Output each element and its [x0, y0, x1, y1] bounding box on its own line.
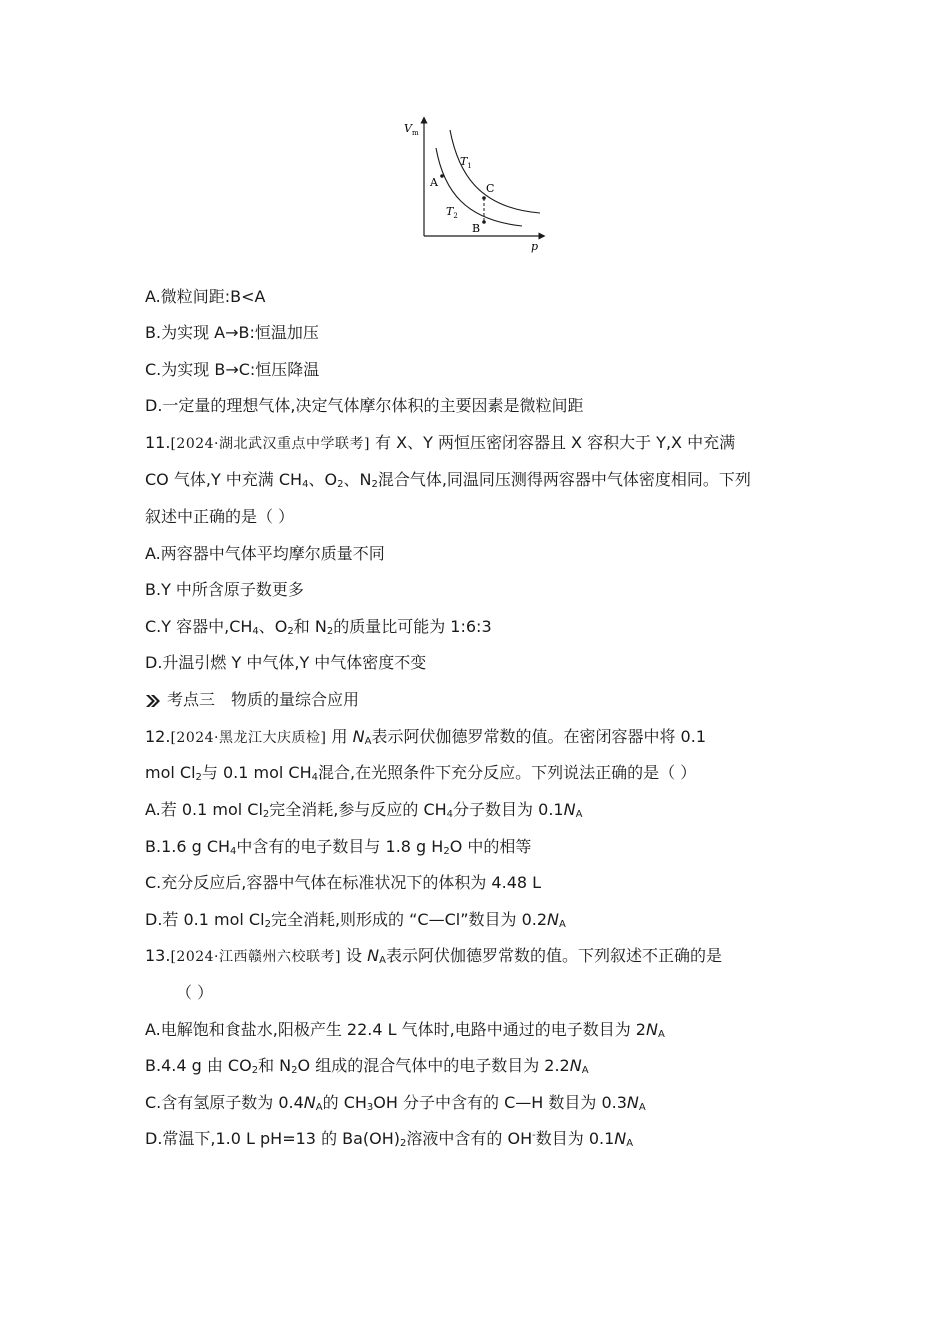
q10-option-c: C.为实现 B→C:恒压降温	[145, 360, 320, 379]
point-b-dot	[482, 220, 486, 224]
q11-stem-line2: CO 气体,Y 中充满 $CH_4$、$O_2$、$N_2$混合气体,同温同压测得两容器中气体密度相同。下列	[145, 470, 751, 490]
q11-option-c: C.Y 容器中$,CH_4$、$O_2$和 $N_2$的质量比可能为 1:6:3	[145, 617, 492, 637]
point-c-dot	[482, 196, 486, 200]
curve-t1-label: $T_1$	[460, 155, 472, 170]
curve-t2-label: $T_2$	[446, 205, 458, 220]
x-axis-label: p	[531, 240, 539, 253]
q13-stem-line2: （ ）	[176, 983, 214, 1002]
q13-option-c: C.含有氢原子数为 $0.4N_A$的 $CH_3OH$ 分子中含有的 C—H 数目为 $0.3N_A$	[145, 1093, 646, 1113]
q12-number: 12.	[145, 727, 171, 746]
q12-option-c: C.充分反应后,容器中气体在标准状况下的体积为 4.48 L	[145, 873, 542, 892]
q13-option-d: D.常温下,1.0 L pH=13 的 $Ba(OH)_2$溶液中含有的 OH-数目为 $0.1N_A$	[145, 1129, 634, 1149]
q13-option-b: B.4.4 g 由 $CO_2$和 $N_2O$ 组成的混合气体中的电子数目为 $2.2N_A$	[145, 1056, 589, 1076]
double-chevron-icon	[145, 694, 161, 708]
y-axis-label: $V_m$	[404, 122, 419, 137]
q10-option-a: A.微粒间距:B<A	[145, 287, 266, 306]
q11-stem-line1	[145, 432, 735, 455]
q13-source: [2024·江西赣州六校联考]	[170, 949, 341, 965]
q13-number: 13.	[145, 946, 171, 965]
section3-title: 考点三 物质的量综合应用	[167, 690, 360, 709]
point-b-label: B	[472, 222, 481, 235]
q13-option-a: A.电解饱和食盐水,阳极产生 22.4 L 气体时,电路中通过的电子数目为 $2N_A$	[145, 1020, 665, 1040]
q11-option-d: D.升温引燃 Y 中气体,Y 中气体密度不变	[145, 653, 427, 672]
q13-stem-line1: 13.[2024·江西赣州六校联考] 设 $N_A$表示阿伏伽德罗常数的值。下列叙述不正确的是	[145, 946, 722, 966]
q12-stem-line1: 12.[2024·黑龙江大庆质检] 用 $N_A$表示阿伏伽德罗常数的值。在密闭容器中将 0.1	[145, 727, 707, 747]
q12-option-d: D.若 0.1 mol $Cl_2$完全消耗,则形成的 “C—Cl”数目为 $0.2N_A$	[145, 910, 566, 930]
q11-option-b: B.Y 中所含原子数更多	[145, 580, 304, 599]
q11-source: [2024·湖北武汉重点中学联考]	[170, 436, 370, 452]
q12-source: [2024·黑龙江大庆质检]	[170, 730, 327, 746]
q12-option-b: B.1.6 g $CH_4$中含有的电子数目与 1.8 g $H_2O$ 中的相等	[145, 837, 532, 857]
q11-number: 11.	[145, 433, 171, 452]
point-a-dot	[440, 174, 444, 178]
vm-p-isotherm-figure	[400, 112, 550, 262]
q12-stem-line2: mol $Cl_2$与 0.1 mol $CH_4$混合,在光照条件下充分反应。下列说法正确的是（ ）	[145, 763, 697, 783]
curve-t1	[450, 130, 540, 213]
q11-stem-line3: 叙述中正确的是（ ）	[145, 507, 295, 526]
point-a-label: A	[430, 176, 438, 189]
q12-option-a: A.若 0.1 mol $Cl_2$完全消耗,参与反应的 $CH_4$分子数目为 $0.1N_A$	[145, 800, 583, 820]
q10-option-d: D.一定量的理想气体,决定气体摩尔体积的主要因素是微粒间距	[145, 396, 584, 415]
q11-option-a: A.两容器中气体平均摩尔质量不同	[145, 544, 385, 563]
q11-stem-text1: 有 X、Y 两恒压密闭容器且 X 容积大于 Y,X 中充满	[369, 433, 736, 452]
point-c-label: C	[486, 182, 495, 195]
section3-heading	[145, 689, 359, 711]
q10-option-b: B.为实现 A→B:恒温加压	[145, 323, 319, 342]
